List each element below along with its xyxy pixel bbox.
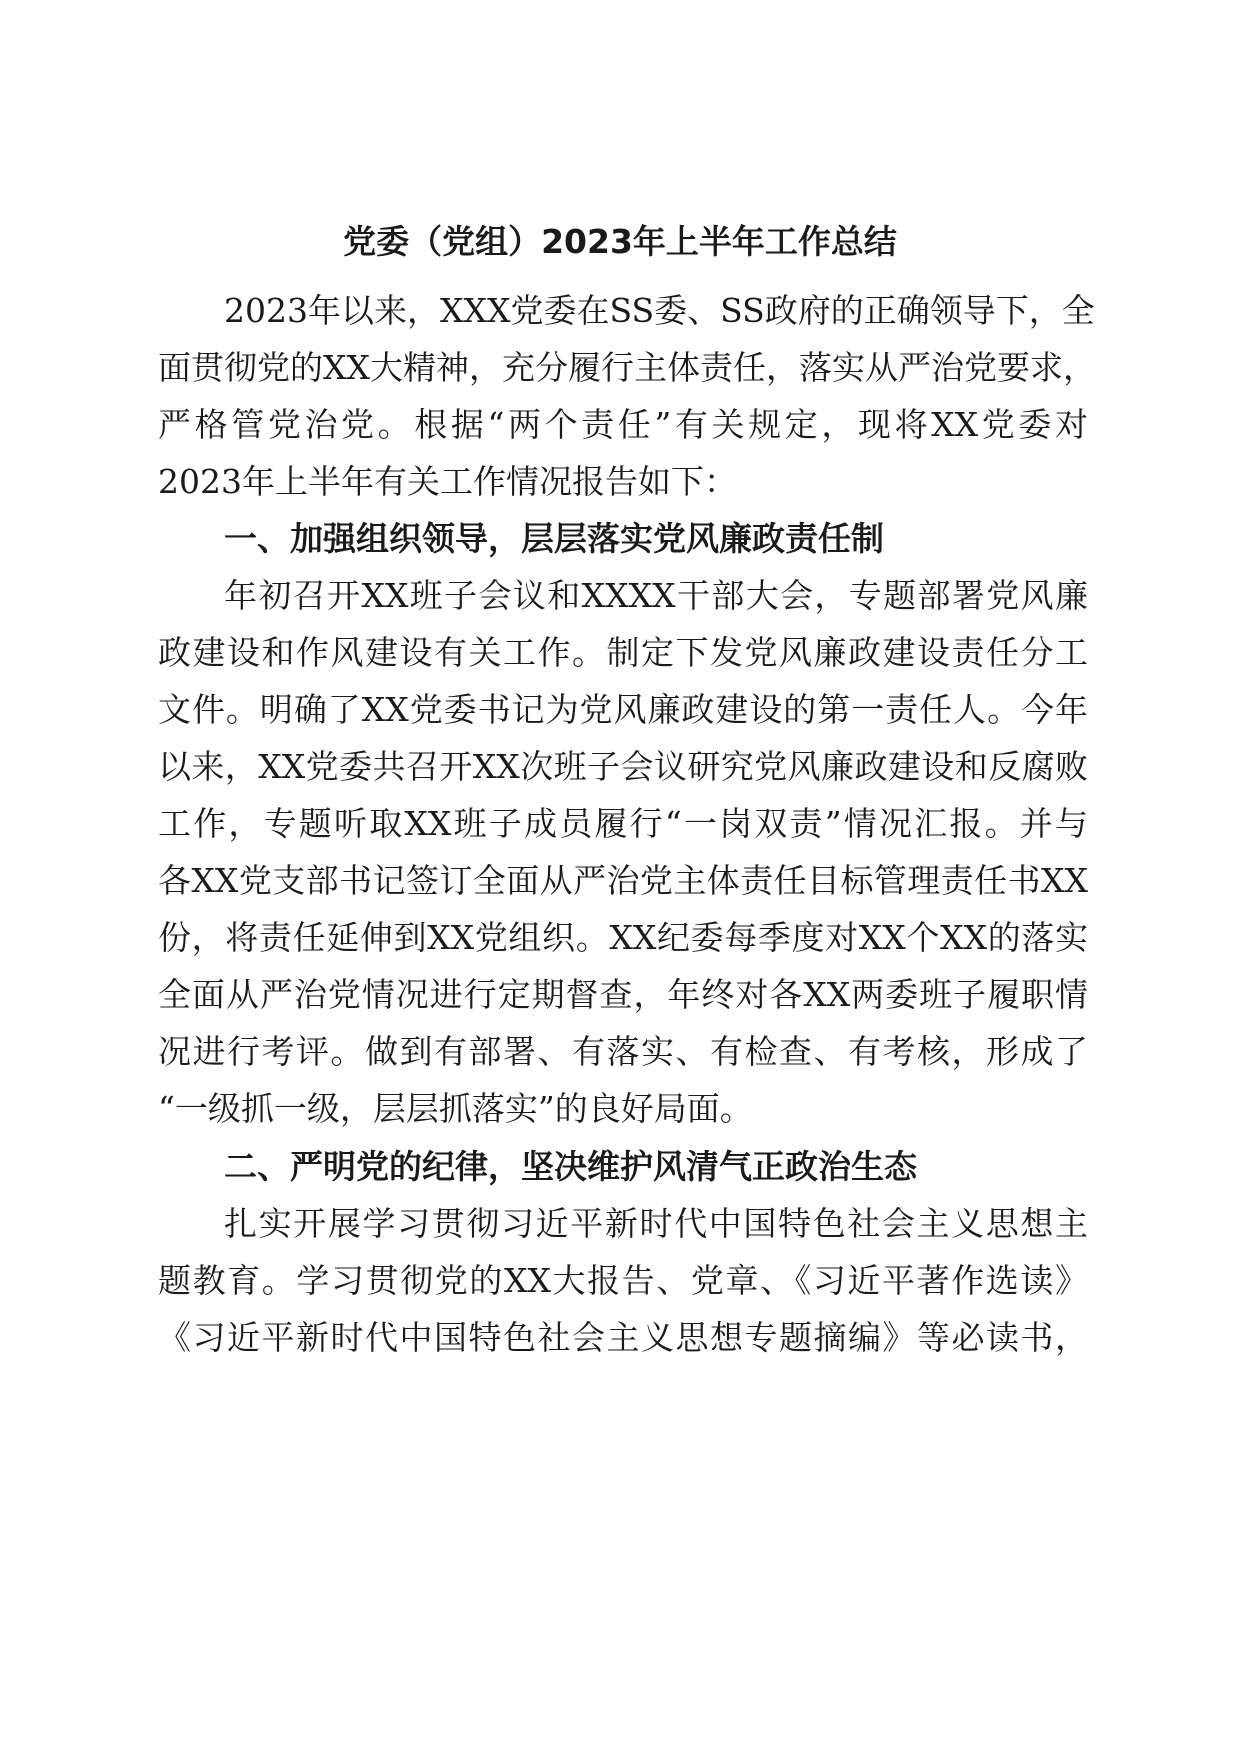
intro-line: 2023年以来，XXX党委在SS委、SS政府的正确领导下，全 <box>224 291 1095 330</box>
section1-line: 文件。明确了XX党委书记为党风廉政建设的第一责任人。今年 <box>158 690 1088 729</box>
section1-line: 工作，专题听取XX班子成员履行“一岗双责”情况汇报。并与 <box>158 804 1088 843</box>
section1-line: 政建设和作风建设有关工作。制定下发党风廉政建设责任分工 <box>158 633 1088 672</box>
intro-line: 面贯彻党的XX大精神，充分履行主体责任，落实从严治党要求， <box>158 348 1096 387</box>
section1-line: 以来，XX党委共召开XX次班子会议研究党风廉政建设和反腐败 <box>158 747 1088 786</box>
section-heading-1: 一、加强组织领导，层层落实党风廉政责任制 <box>224 519 884 558</box>
document-title: 党委（党组）2023年上半年工作总结 <box>343 222 897 261</box>
section1-line: “一级抓一级，层层抓落实”的良好局面。 <box>158 1089 753 1128</box>
intro-line: 严格管党治党。根据“两个责任”有关规定，现将XX党委对 <box>158 405 1088 444</box>
section-heading-2: 二、严明党的纪律，坚决维护风清气正政治生态 <box>224 1147 917 1186</box>
section1-line: 全面从严治党情况进行定期督查，年终对各XX两委班子履职情 <box>158 975 1088 1014</box>
section1-line: 况进行考评。做到有部署、有落实、有检查、有考核，形成了 <box>158 1032 1088 1071</box>
section1-line: 份，将责任延伸到XX党组织。XX纪委每季度对XX个XX的落实 <box>158 918 1088 957</box>
section2-line: 题教育。学习贯彻党的XX大报告、党章、《习近平著作选读》 <box>158 1261 1088 1300</box>
section1-line: 年初召开XX班子会议和XXXX干部大会，专题部署党风廉 <box>224 576 1088 615</box>
section2-line: 《习近平新时代中国特色社会主义思想专题摘编》等必读书， <box>158 1318 1088 1357</box>
intro-line: 2023年上半年有关工作情况报告如下： <box>158 462 737 501</box>
section1-line: 各XX党支部书记签订全面从严治党主体责任目标管理责任书XX <box>158 861 1088 900</box>
section2-line: 扎实开展学习贯彻习近平新时代中国特色社会主义思想主 <box>224 1204 1088 1243</box>
